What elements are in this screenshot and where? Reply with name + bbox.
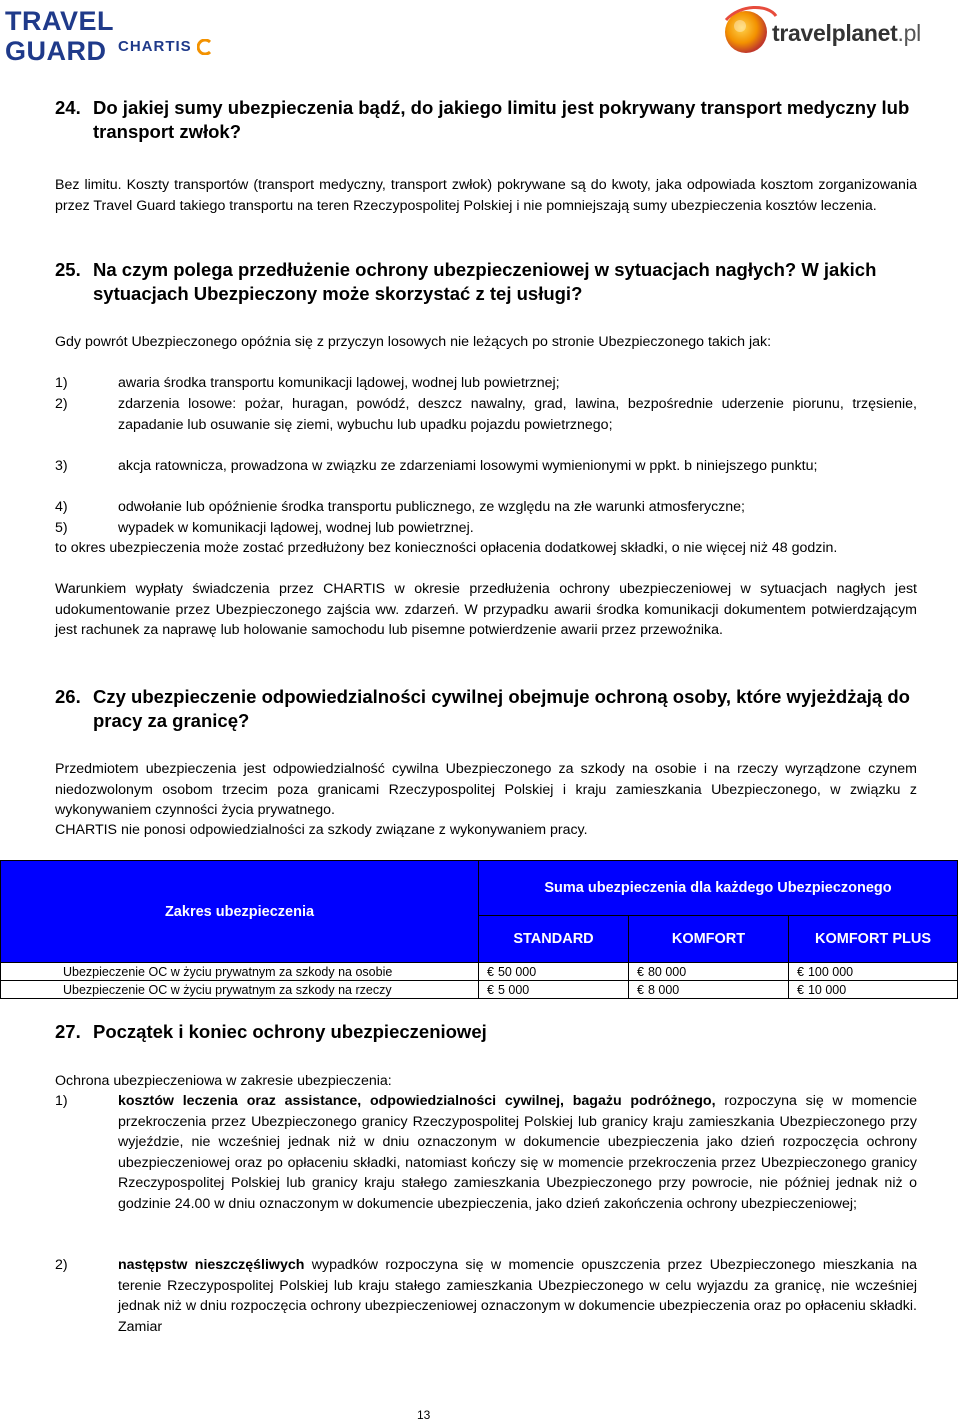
coverage-table xyxy=(0,860,958,999)
table-cell: 8 000 xyxy=(647,982,680,997)
travel-guard-wordmark: TRAVEL GUARD xyxy=(5,6,114,66)
chartis-mark-icon xyxy=(197,39,213,55)
section-27-intro: Ochrona ubezpieczeniowa w zakresie ubezpieczenia: xyxy=(55,1073,392,1089)
section-26-title: Czy ubezpieczenie odpowiedzialności cywilnej obejmuje ochroną osoby, które wyjeżdżają do pracy za granicę? xyxy=(93,686,910,731)
section-25-paragraph-2: to okres ubezpieczenia może zostać przedłużony bez konieczności opłacenia dodatkowej składki, o nie więcej niż 48 godzin. xyxy=(55,540,838,556)
currency-symbol: € xyxy=(487,982,494,997)
table-cell: 5 000 xyxy=(497,982,530,997)
currency-symbol: € xyxy=(797,964,804,979)
table-cell: 10 000 xyxy=(807,982,847,997)
page-number: 13 xyxy=(417,1408,431,1421)
table-row-label: Ubezpieczenie OC w życiu prywatnym za szkody na rzeczy xyxy=(1,981,479,999)
table-row xyxy=(1,981,958,999)
section-25-intro: Gdy powrót Ubezpieczonego opóźnia się z przyczyn losowych nie leżących po stronie Ubezpieczonego takich jak: xyxy=(55,334,772,350)
table-header-sum: Suma ubezpieczenia dla każdego Ubezpieczonego xyxy=(479,861,958,916)
table-cell: 50 000 xyxy=(497,964,537,979)
currency-symbol: € xyxy=(487,964,494,979)
table-cell: 100 000 xyxy=(807,964,854,979)
chartis-wordmark: CHARTIS xyxy=(118,38,192,55)
travelplanet-logo xyxy=(720,2,920,60)
table-header-komfort-plus: KOMFORT PLUS xyxy=(789,916,958,963)
section-25-paragraph-3: Warunkiem wypłaty świadczenia przez CHARTIS w okresie przedłużenia ochrony ubezpieczeniowej w sytuacjach nagłych jest udokumentowanie przez Ubezpieczonego zajścia ww. zdarzeń. W przypadku awarii środka komunikacji dokumentem potwierdzającym jest rachunek za naprawę lub holowanie samochodu lub pisemne potwierdzenie awarii przez przewoźnika. xyxy=(55,581,917,639)
travelplanet-wordmark: travelplanet.pl xyxy=(772,20,921,46)
travelplanet-globe-icon xyxy=(720,2,780,60)
section-24-paragraph: Bez limitu. Koszty transportów (transport medyczny, transport zwłok) pokrywane są do kwoty, jaka odpowiada kosztom zorganizowania przez Travel Guard takiego transportu na teren Rzeczypospolitej Polskiej i nie pomniejszają sumy ubezpieczenia kosztów leczenia. xyxy=(55,177,917,214)
table-row xyxy=(1,963,958,981)
currency-symbol: € xyxy=(797,982,804,997)
section-27-number: 27. xyxy=(55,1021,81,1042)
section-25-title: Na czym polega przedłużenie ochrony ubezpieczeniowej w sytuacjach nagłych? W jakich sytuacjach Ubezpieczony może skorzystać z tej usługi? xyxy=(93,259,877,304)
currency-symbol: € xyxy=(637,982,644,997)
currency-symbol: € xyxy=(637,964,644,979)
section-27-title: Początek i koniec ochrony ubezpieczeniowej xyxy=(93,1021,487,1042)
section-26-paragraph-1: Przedmiotem ubezpieczenia jest odpowiedzialność cywilna Ubezpieczonego za szkody na osobie i na rzeczy wyrządzone czynem niedozwolonym osobom trzecim poza granicami Rzeczypospolitej Polskiej i kraju zamieszkania Ubezpieczonego, w związku z wykonywaniem czynności życia prywatnego. xyxy=(55,761,917,819)
section-25-number: 25. xyxy=(55,259,81,280)
section-26-paragraph-2: CHARTIS nie ponosi odpowiedzialności za szkody związane z wykonywaniem pracy. xyxy=(55,822,588,838)
travel-guard-logo xyxy=(5,6,220,66)
table-header-komfort: KOMFORT xyxy=(629,916,789,963)
list-item-bold: następstw nieszczęśliwych xyxy=(118,1257,305,1273)
section-24-number: 24. xyxy=(55,97,81,118)
table-cell: 80 000 xyxy=(647,964,687,979)
table-header-scope: Zakres ubezpieczenia xyxy=(1,861,479,963)
list-item-bold: kosztów leczenia oraz assistance, odpowiedzialności cywilnej, bagażu podróżnego, xyxy=(118,1093,716,1109)
section-24-title: Do jakiej sumy ubezpieczenia bądź, do jakiego limitu jest pokrywany transport medyczny lub transport zwłok? xyxy=(93,97,910,142)
section-26-number: 26. xyxy=(55,686,81,707)
table-row-label: Ubezpieczenie OC w życiu prywatnym za szkody na osobie xyxy=(1,963,479,981)
table-header-standard: STANDARD xyxy=(479,916,629,963)
